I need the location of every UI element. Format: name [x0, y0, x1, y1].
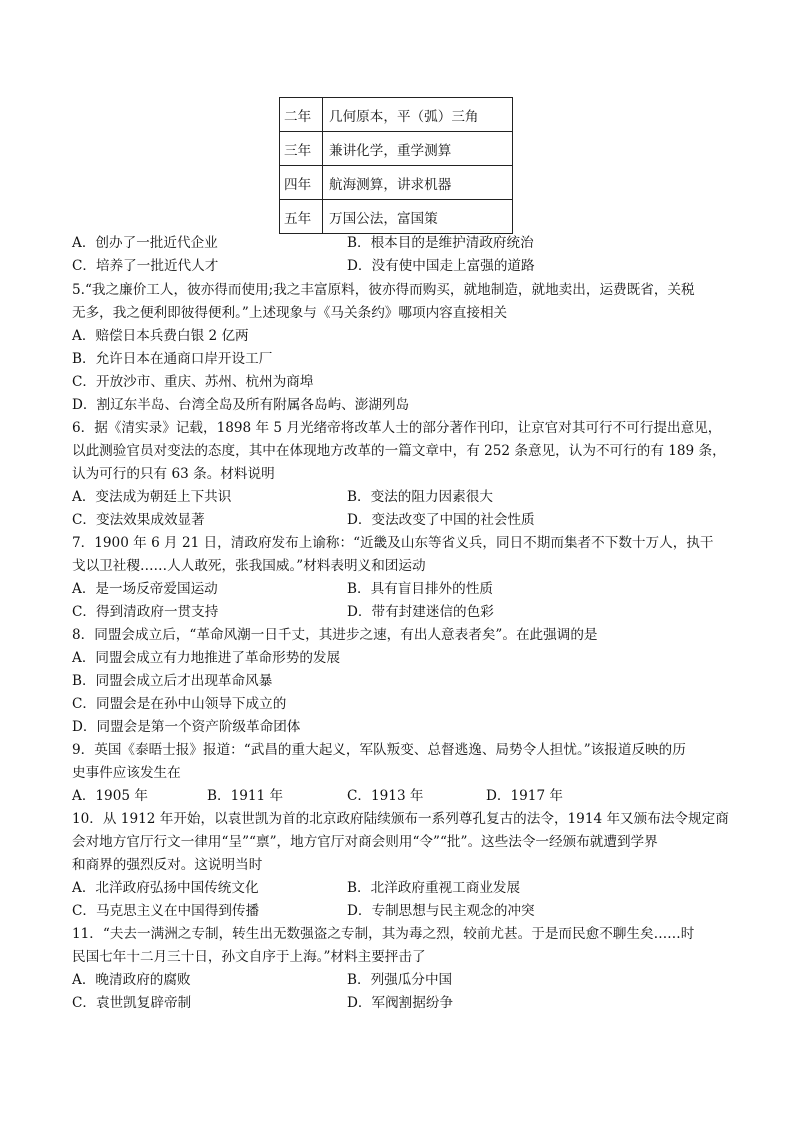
q10-stem-line1: 10．从 1912 年开始，以袁世凯为首的北京政府陆续颁布一系列尊孔复古的法令，1914 年又颁布法令规定商: [72, 811, 729, 827]
table-cell-year: 四年: [280, 166, 323, 200]
q10-option-c: C．马克思主义在中国得到传播: [72, 903, 260, 919]
q11-option-c: C．袁世凯复辟帝制: [72, 995, 192, 1011]
table-cell-content: 万国公法，富国策: [323, 200, 513, 234]
q8-option-c: C．同盟会是在孙中山领导下成立的: [72, 696, 287, 712]
q9-option-d: D．1917 年: [486, 788, 564, 804]
q6-stem-line1: 6．据《清实录》记载，1898 年 5 月光绪帝将改革人士的部分著作刊印，让京官对其可行不可行提出意见，: [72, 420, 722, 436]
q11-option-b: B．列强瓜分中国: [347, 972, 453, 988]
table-cell-year: 五年: [280, 200, 323, 234]
table-cell-content: 兼讲化学，重学测算: [323, 132, 513, 166]
q7-option-c: C．得到清政府一贯支持: [72, 604, 219, 620]
q10-option-a: A．北洋政府弘扬中国传统文化: [72, 880, 259, 896]
q9-stem-line1: 9．英国《泰晤士报》报道：“武昌的重大起义，军队叛变、总督逃逸、局势令人担忧。”该报道反映的历: [72, 742, 686, 758]
q6-option-d: D．变法改变了中国的社会性质: [347, 512, 535, 528]
table-row: [280, 132, 513, 166]
q11-stem-line1: 11．“夫去一满洲之专制，转生出无数强盗之专制，其为毒之烈，较前尤甚。于是而民愈不聊生矣……时: [72, 926, 695, 942]
table-cell-year: 二年: [280, 98, 323, 132]
table-row: [280, 98, 513, 132]
q5-stem-line1: 5.“我之廉价工人，彼亦得而使用;我之丰富原料，彼亦得而购买，就地制造，就地卖出，运费既省，关税: [72, 282, 695, 298]
q9-option-b: B．1911 年: [207, 788, 284, 804]
q4-option-d: D．没有使中国走上富强的道路: [347, 258, 535, 274]
q8-option-a: A．同盟会成立有力地推进了革命形势的发展: [72, 650, 341, 666]
curriculum-table: [279, 97, 513, 234]
q5-option-c: C．开放沙市、重庆、苏州、杭州为商埠: [72, 374, 314, 390]
q5-option-d: D．割辽东半岛、台湾全岛及所有附属各岛屿、澎湖列岛: [72, 397, 410, 413]
q5-option-a: A．赔偿日本兵费白银 2 亿两: [72, 328, 249, 344]
q9-stem-line2: 史事件应该发生在: [72, 765, 181, 781]
q6-option-c: C．变法效果成效显著: [72, 512, 205, 528]
q8-option-b: B．同盟会成立后才出现革命风暴: [72, 673, 273, 689]
q9-option-c: C．1913 年: [347, 788, 424, 804]
q7-option-b: B．具有盲目排外的性质: [347, 581, 493, 597]
q7-stem-line1: 7．1900 年 6 月 21 日，清政府发布上谕称：“近畿及山东等省义兵，同日不期而集者不下数十万人，执干: [72, 535, 714, 551]
q4-option-c: C．培养了一批近代人才: [72, 258, 219, 274]
q10-option-d: D．专制思想与民主观念的冲突: [347, 903, 535, 919]
table-cell-content: 航海测算，讲求机器: [323, 166, 513, 200]
q9-option-a: A．1905 年: [72, 788, 148, 804]
table-row: [280, 166, 513, 200]
table-row: [280, 200, 513, 234]
table-cell-year: 三年: [280, 132, 323, 166]
q5-option-b: B．允许日本在通商口岸开设工厂: [72, 351, 273, 367]
q4-option-a: A．创办了一批近代企业: [72, 235, 218, 251]
q11-option-a: A．晚清政府的腐败: [72, 972, 191, 988]
q5-stem-line2: 无多，我之便利即彼得便利。”上述现象与《马关条约》哪项内容直接相关: [72, 305, 508, 321]
q10-option-b: B．北洋政府重视工商业发展: [347, 880, 521, 896]
q6-option-a: A．变法成为朝廷上下共识: [72, 489, 232, 505]
q11-option-d: D．军阀割据纷争: [347, 995, 454, 1011]
q6-stem-line2: 以此测验官员对变法的态度，其中在体现地方改革的一篇文章中，有 252 条意见，认为不可行的有 189 条，: [72, 443, 726, 459]
q11-stem-line2: 民国七年十二月三十日，孙文自序于上海。”材料主要抨击了: [72, 949, 426, 965]
q10-stem-line3: 和商界的强烈反对。这说明当时: [72, 857, 263, 873]
q6-stem-line3: 认为可行的只有 63 条。材料说明: [72, 466, 275, 482]
q7-option-a: A．是一场反帝爱国运动: [72, 581, 218, 597]
q8-option-d: D．同盟会是第一个资产阶级革命团体: [72, 719, 301, 735]
table-cell-content: 几何原本，平（弧）三角: [323, 98, 513, 132]
q10-stem-line2: 会对地方官厅行文一律用“呈”“禀”，地方官厅对商会则用“令”“批”。这些法令一经颁布就遭到学界: [72, 834, 658, 850]
q7-option-d: D．带有封建迷信的色彩: [347, 604, 494, 620]
q7-stem-line2: 戈以卫社稷……人人敢死，张我国威。”材料表明义和团运动: [72, 558, 426, 574]
q6-option-b: B．变法的阻力因素很大: [347, 489, 493, 505]
q4-option-b: B．根本目的是维护清政府统治: [347, 235, 534, 251]
q8-stem-line1: 8．同盟会成立后，“革命风潮一日千丈，其进步之速，有出人意表者矣”。在此强调的是: [72, 627, 598, 643]
